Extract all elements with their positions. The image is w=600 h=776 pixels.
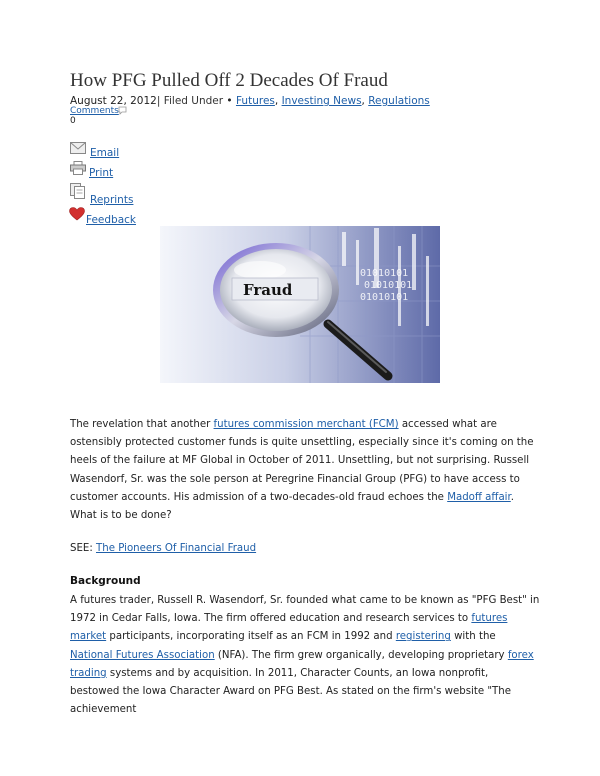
see-label: SEE: [70, 543, 97, 554]
article-meta: August 22, 2012| Filed Under • Futures, Investing News, Regulations [70, 95, 430, 107]
background-paragraph: A futures trader, Russell R. Wasendorf, Sr. founded what came to be known as "PFG Best" in 1972 in Cedar Falls, Iowa. The firm offered education and research services to futures market participants, incorporating itself as an FCM in 1992 and registering with the National Futures Association (NFA). The firm grew organically, developing proprietary forex trading systems and by acquisition. In 2011, Character Counts, an Iowa nonprofit, bestowed the Iowa Character Award on PFG Best. As stated on the firm's website "The achievement [70, 595, 540, 716]
reprints-link[interactable]: Reprints [90, 194, 134, 206]
filed-under-label: | Filed Under [156, 95, 224, 107]
magnifier-fraud-text: Fraud [243, 281, 293, 299]
print-link[interactable]: Print [89, 167, 114, 179]
heart-icon [69, 207, 85, 221]
futures-market-link[interactable]: futures market [70, 613, 508, 643]
background-heading: Background [70, 575, 141, 587]
fcm-link[interactable]: futures commission merchant (FCM) [213, 419, 399, 430]
pioneers-of-fraud-link[interactable]: The Pioneers Of Financial Fraud [96, 543, 257, 554]
comments-link[interactable]: Comments [70, 106, 119, 116]
category-link-futures[interactable]: Futures [235, 95, 275, 107]
intro-paragraph: The revelation that another futures commission merchant (FCM) accessed what are ostensibly protected customer funds is quite unsettling, especially since it's coming on the heels of the failure at MF Global in October of 2011. Unsettling, but not surprising. Russell Wasendorf, Sr. was the sole person at Peregrine Financial Group (PFG) to have access to customer accounts. His admission of a two-decades-old fraud echoes the Madoff affair. What is to be done? [70, 419, 534, 522]
see-also [70, 540, 540, 558]
binary-text-2: 01010101 [364, 280, 413, 291]
madoff-affair-link[interactable]: Madoff affair [447, 491, 511, 503]
comment-bubble-icon [118, 106, 127, 115]
category-link-investing-news[interactable]: Investing News [281, 95, 362, 107]
email-icon [70, 141, 86, 155]
magnifier-illustration [160, 226, 440, 383]
print-icon [70, 161, 86, 175]
email-link[interactable]: Email [90, 147, 120, 159]
reprints-icon [70, 183, 86, 199]
feedback-link[interactable]: Feedback [86, 214, 137, 226]
nfa-link[interactable]: National Futures Association [70, 649, 215, 661]
bullet: • [226, 95, 233, 107]
comments-count: 0 [70, 116, 76, 126]
comments [70, 106, 119, 126]
binary-text-3: 01010101 [360, 292, 409, 303]
binary-text-1: 01010101 [360, 268, 409, 279]
category-link-regulations[interactable]: Regulations [368, 95, 430, 107]
fraud-magnifier-image [160, 226, 440, 383]
article-title: How PFG Pulled Off 2 Decades Of Fraud [70, 70, 388, 91]
article-date: August 22, 2012 [70, 95, 157, 107]
registering-link[interactable]: registering [395, 631, 451, 643]
forex-trading-link[interactable]: forex trading [70, 649, 534, 679]
